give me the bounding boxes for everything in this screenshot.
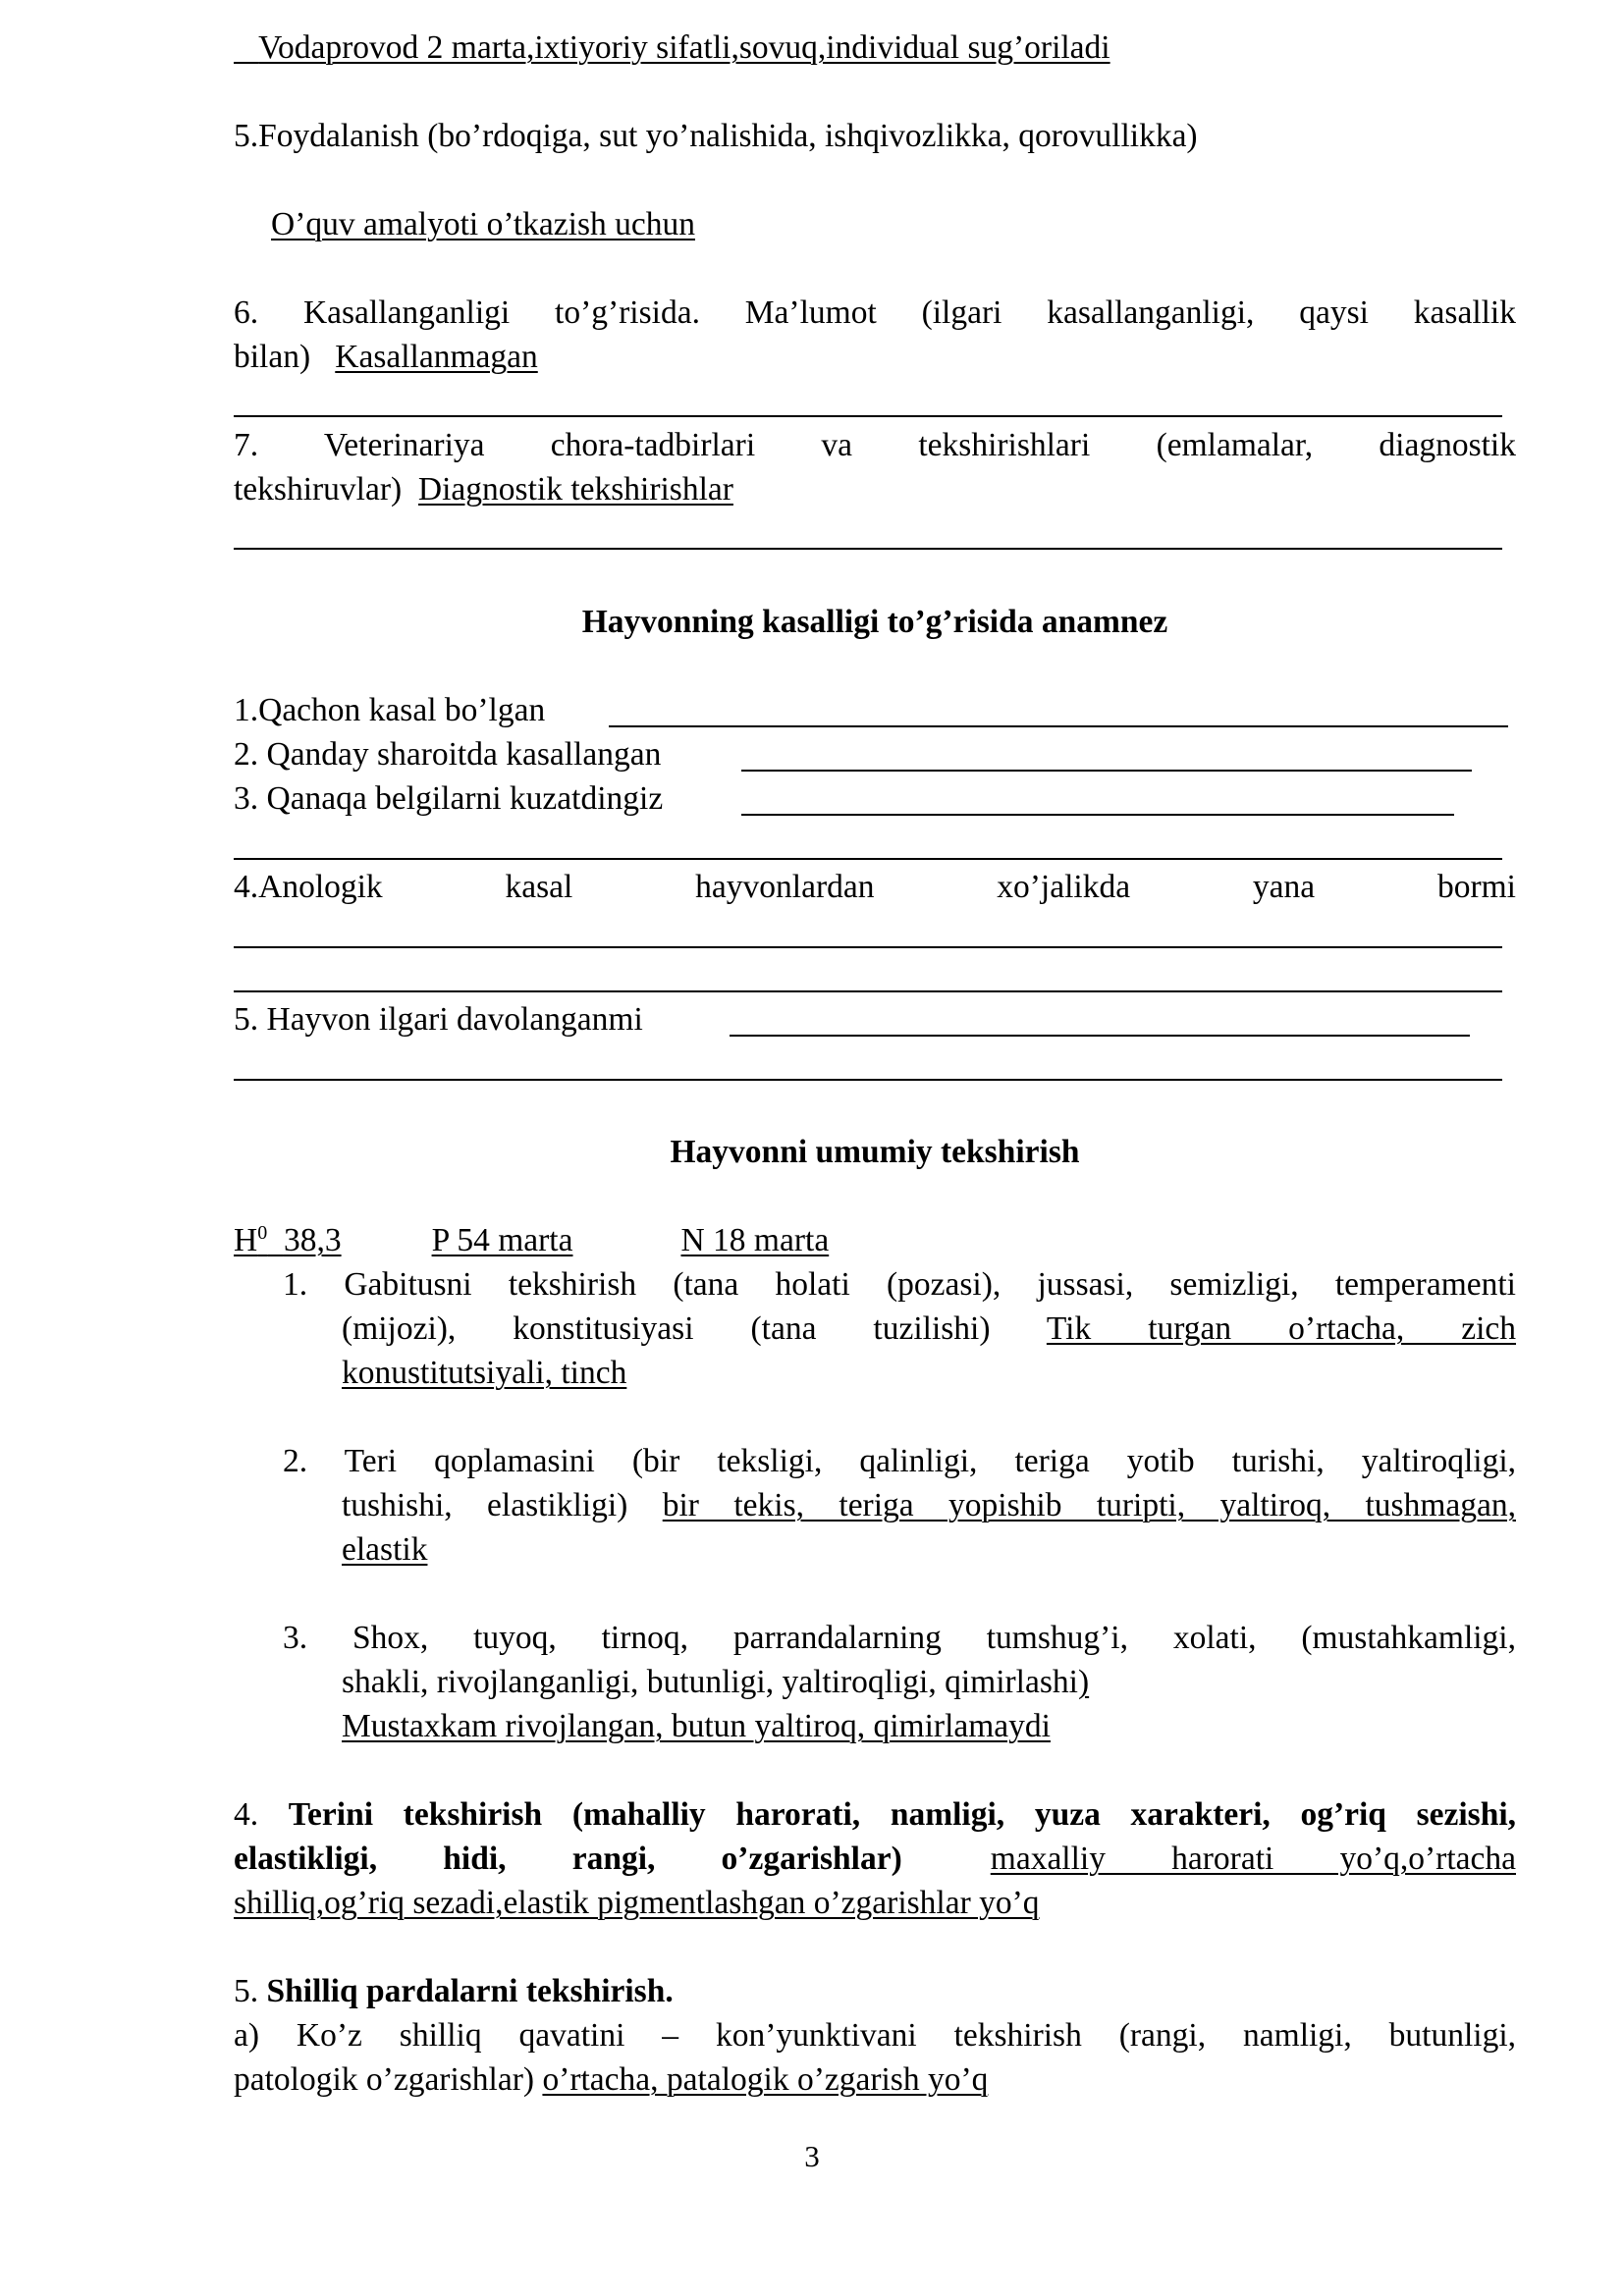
blank-line — [609, 725, 1508, 727]
anamnez-q5: 5. Hayvon ilgari davolanganmi — [234, 1001, 643, 1038]
vet-question-line1: 7. Veterinariya chora-tadbirlari va tekshirishlari (emlamalar, diagnostik — [234, 427, 1516, 463]
vitals-values: $H^0$ 38,3 P 54 marta N 18 marta — [234, 1221, 830, 1258]
horn-line2: shakli, rivojlanganligi, butunligi, yaltiroqligi, qimirlashi) — [342, 1664, 1090, 1700]
water-answer: Vodaprovod 2 marta,ixtiyoriy sifatli,sovuq,individual sug’oriladi — [258, 29, 1110, 66]
vet-answer: Diagnostik tekshirishlar — [417, 471, 733, 507]
conjunctiva-line2: patologik o’zgarishlar) o’rtacha, patalogik o’zgarish yo’q — [234, 2061, 989, 2098]
blank-line — [741, 814, 1454, 816]
illness-answer: Kasallanmagan — [335, 339, 538, 375]
skin-cover-answer-cont: elastik — [342, 1531, 428, 1568]
blank-line — [741, 770, 1472, 772]
skin-exam-answer-cont: shilliq,og’riq sezadi,elastik pigmentlashgan o’zgarishlar yo’q — [234, 1885, 1040, 1921]
anamnez-q3: 3. Qanaqa belgilarni kuzatdingiz — [234, 780, 664, 817]
blank-line — [234, 946, 1502, 948]
blank-line — [234, 548, 1502, 550]
blank-line — [730, 1035, 1470, 1037]
use-answer: O’quv amalyoti o’tkazish uchun — [271, 206, 695, 242]
anamnez-q4: 4.Anologik kasal hayvonlardan xo’jalikda yana bormi — [234, 869, 1516, 905]
mucous-heading: 5. Shilliq pardalarni tekshirish. — [234, 1973, 674, 2009]
skin-exam-line2: elastikligi, hidi, rangi, o’zgarishlar) maxalliy harorati yo’q,o’rtacha — [234, 1841, 1516, 1877]
conjunctiva-line1: a) Ko’z shilliq qavatini – kon’yunktivani tekshirish (rangi, namligi, butunligi, — [234, 2017, 1516, 2054]
anamnez-q1: 1.Qachon kasal bo’lgan — [234, 692, 546, 728]
habitus-line2: (mijozi), konstitusiyasi (tana tuzilishi) Tik turgan o’rtacha, zich — [342, 1310, 1517, 1347]
horn-answer: Mustaxkam rivojlangan, butun yaltiroq, qimirlamaydi — [342, 1708, 1051, 1744]
skin-exam-answer: maxalliy harorati yo’q,o’rtacha — [990, 1841, 1516, 1877]
blank-line — [234, 858, 1502, 860]
vet-question-line2: tekshiruvlar) — [234, 471, 403, 507]
conjunctiva-answer: o’rtacha, patalogik o’zgarish yo’q — [542, 2061, 989, 2098]
vitals-line — [234, 1218, 1516, 1262]
page-number: 3 — [804, 2139, 820, 2173]
blank-line — [234, 1079, 1502, 1081]
habitus-line1: 1. Gabitusni tekshirish (tana holati (pozasi), jussasi, semizligi, temperamenti — [283, 1266, 1516, 1303]
skin-cover-answer: bir tekis, teriga yopishib turipti, yaltiroq, tushmagan, — [662, 1487, 1516, 1523]
illness-question-line1: 6. Kasallanganligi to’g’risida. Ma’lumot (ilgari kasallanganligi, qaysi kasallik — [234, 294, 1516, 331]
use-question: 5.Foydalanish (bo’rdoqiga, sut yo’nalishida, ishqivozlikka, qorovullikka) — [234, 118, 1198, 154]
horn-line1: 3. Shox, tuyoq, tirnoq, parrandalarning tumshug’i, xolati, (mustahkamligi, — [283, 1620, 1516, 1656]
blank-line — [234, 415, 1502, 417]
skin-exam-line1: 4. Terini tekshirish (mahalliy harorati, namligi, yuza xarakteri, og’riq sezishi, — [234, 1796, 1517, 1833]
anamnez-title: Hayvonning kasalligi to’g’risida anamnez — [581, 604, 1168, 640]
skin-cover-line2: tushishi, elastikligi) bir tekis, teriga yopishib turipti, yaltiroq, tushmagan, — [342, 1487, 1516, 1523]
anamnez-q2: 2. Qanday sharoitda kasallangan — [234, 736, 662, 773]
exam-title: Hayvonni umumiy tekshirish — [670, 1134, 1080, 1170]
skin-cover-line1: 2. Teri qoplamasini (bir teksligi, qalinligi, teriga yotib turishi, yaltiroqligi, — [283, 1443, 1516, 1479]
habitus-answer: Tik turgan o’rtacha, zich — [1046, 1310, 1517, 1347]
illness-question-line2: bilan) — [234, 339, 311, 375]
blank-line — [234, 990, 1502, 992]
habitus-answer-cont: konustitutsiyali, tinch — [342, 1355, 627, 1391]
